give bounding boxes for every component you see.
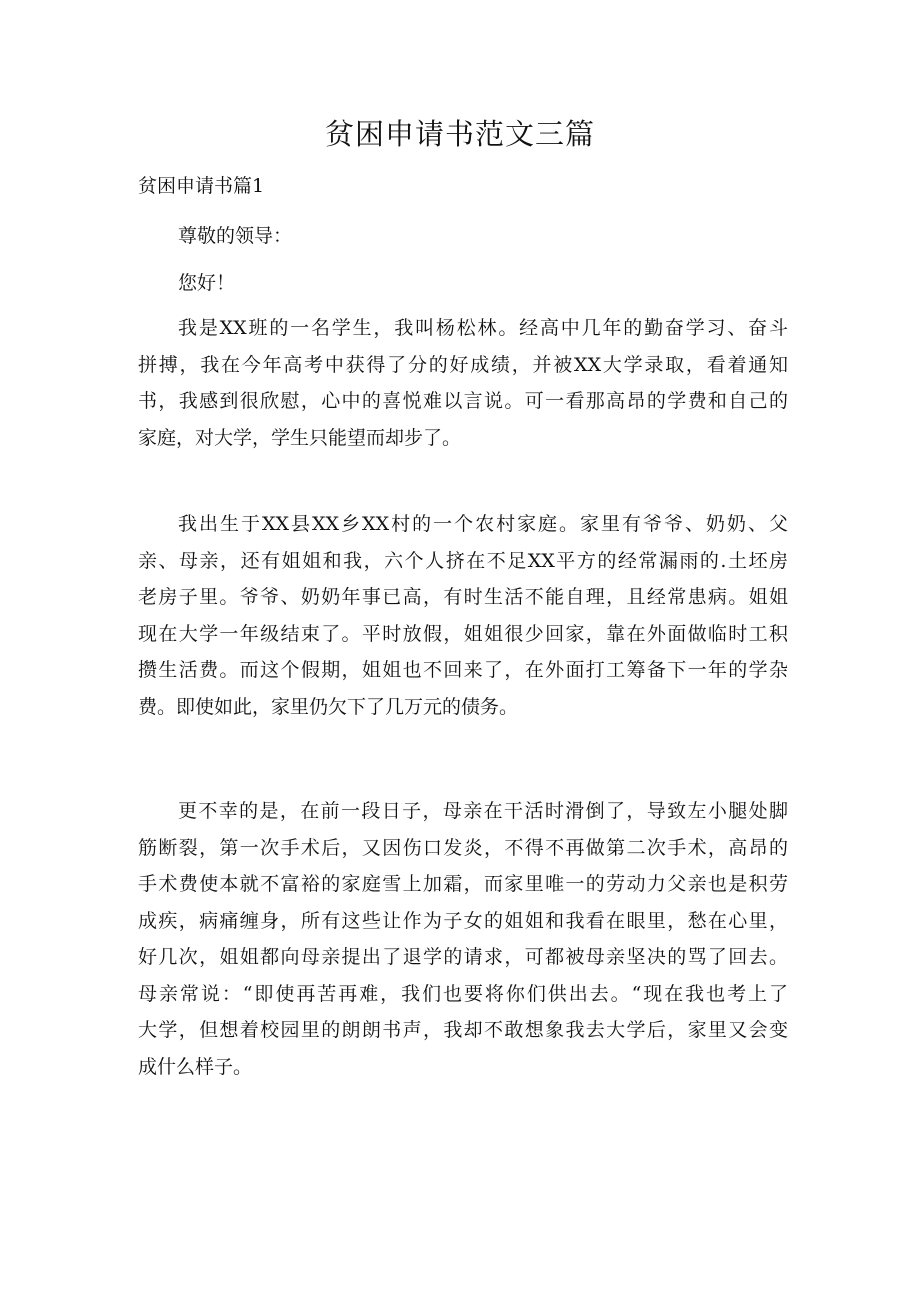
paragraph-line: 费。即使如此，家里仍欠下了几万元的债务。 [138,695,519,718]
paragraph-line: 成疾，病痛缠身，所有这些让作为子女的姐姐和我看在眼里，愁在心里， [138,909,788,932]
paragraph-line: 家庭，对大学，学生只能望而却步了。 [138,426,462,449]
body-paragraph-1 [138,310,788,456]
paragraph-line: 现在大学一年级结束了。平时放假，姐姐很少回家，靠在外面做临时工积 [138,622,788,645]
paragraph-line: 亲、母亲，还有姐姐和我，六个人挤在不足XX平方的经常漏雨的.土坯房 [138,549,788,572]
paragraph-line: 筋断裂，第一次手术后，又因伤口发炎，不得不再做第二次手术，高昂的 [138,836,788,859]
paragraph-line: 攒生活费。而这个假期，姐姐也不回来了，在外面打工筹备下一年的学杂 [138,659,788,681]
body-paragraph-2 [138,506,788,725]
section-heading: 贫困申请书篇1 [138,175,265,197]
document-title: 贫困申请书范文三篇 [324,117,595,151]
paragraph-line: 母亲常说：“即使再苦再难，我们也要将你们供出去。“现在我也考上了 [138,982,788,1005]
paragraph-line: 书，我感到很欣慰，心中的喜悦难以言说。可一看那高昂的学费和自己的 [138,390,788,412]
body-paragraph-3 [138,793,788,1085]
paragraph-line: 大学，但想着校园里的朗朗书声，我却不敢想象我去大学后，家里又会变 [138,1019,788,1041]
paragraph-line: 老房子里。爷爷、奶奶年事已高，有时生活不能自理，且经常患病。姐姐 [138,586,788,608]
salutation: 尊敬的领导： [178,225,293,247]
greeting: 您好！ [178,272,236,294]
paragraph-line: 拼搏，我在今年高考中获得了分的好成绩，并被XX大学录取，看着通知 [138,353,788,376]
paragraph-line: 成什么样子。 [138,1055,253,1078]
paragraph-line: 我出生于XX县XX乡XX村的一个农村家庭。家里有爷爷、奶奶、父 [178,513,788,535]
paragraph-line: 手术费使本就不富裕的家庭雪上加霜，而家里唯一的劳动力父亲也是积劳 [138,873,788,895]
paragraph-line: 好几次，姐姐都向母亲提出了退学的请求，可都被母亲坚决的骂了回去。 [138,946,788,968]
paragraph-line: 更不幸的是，在前一段日子，母亲在干活时滑倒了，导致左小腿处脚 [178,800,788,822]
paragraph-line: 我是XX班的一名学生，我叫杨松林。经高中几年的勤奋学习、奋斗 [178,317,788,339]
